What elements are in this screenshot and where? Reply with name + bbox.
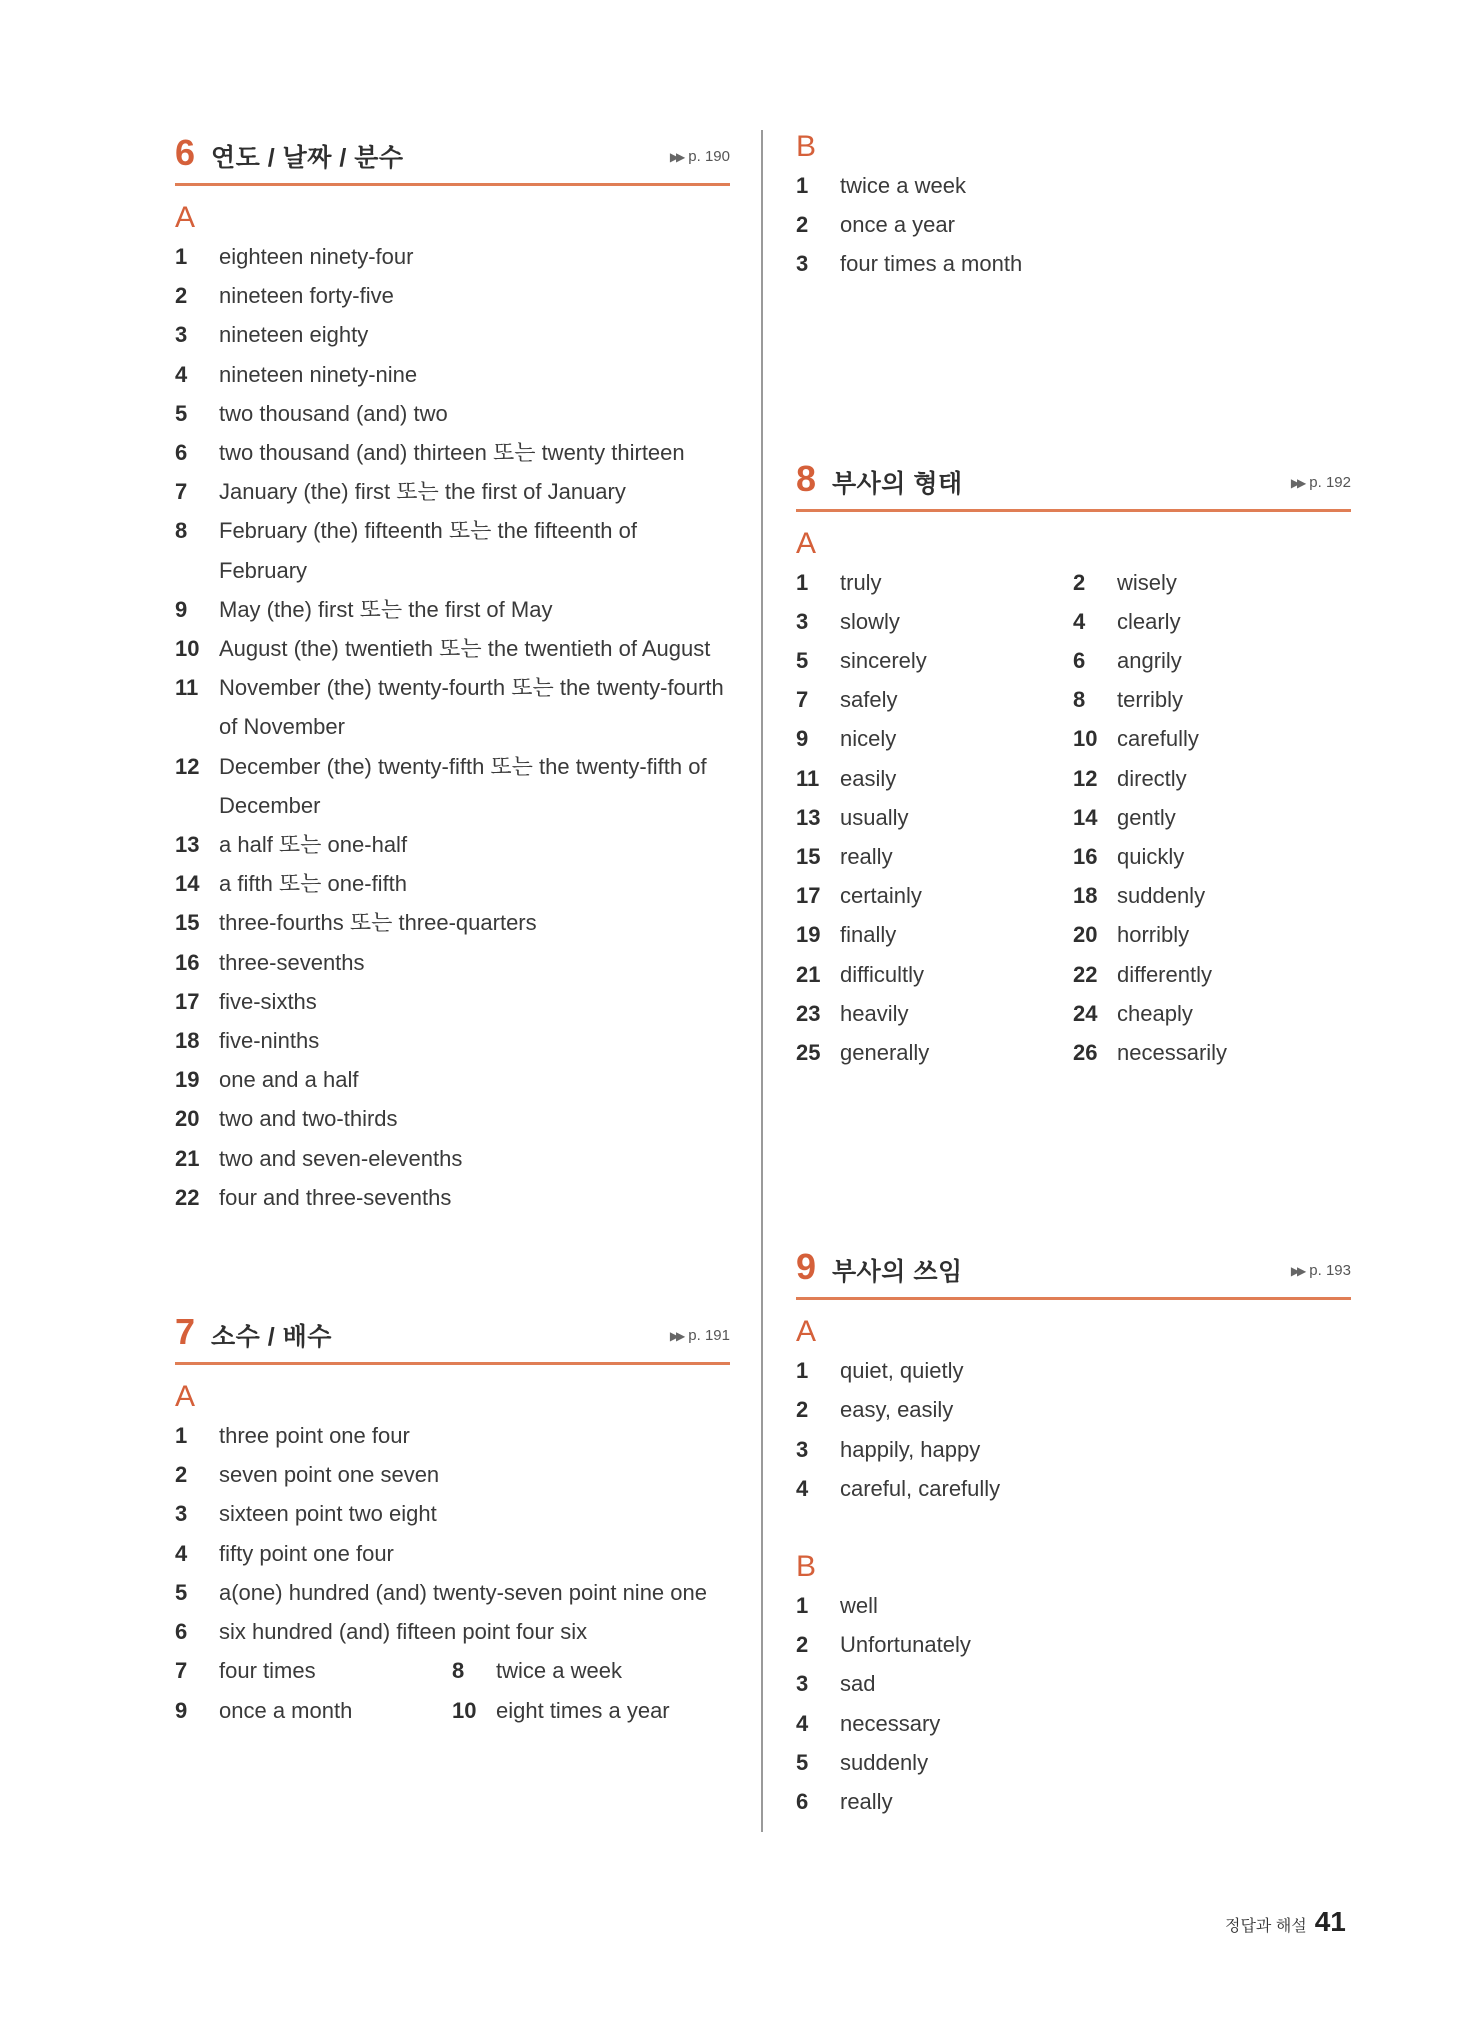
list-item (796, 1664, 1351, 1703)
item-text: sad (840, 1671, 876, 1697)
answer-list (175, 237, 730, 1217)
section-title: 부사의 쓰임 (832, 1258, 963, 1287)
item-number: 14 (1073, 804, 1098, 830)
list-item (1073, 837, 1184, 876)
list-item (175, 864, 730, 903)
item-number: 5 (175, 400, 188, 426)
item-text: Unfortunately (840, 1632, 971, 1658)
item-number: 1 (796, 1593, 809, 1619)
item-number: 19 (796, 922, 821, 948)
part-label: A (796, 1315, 817, 1349)
list-item (175, 394, 730, 433)
list-item (175, 1691, 452, 1730)
list-row (796, 955, 1351, 994)
item-text: angrily (1117, 648, 1182, 674)
list-item (796, 1351, 1351, 1390)
page-number: 41 (1314, 1906, 1346, 1937)
item-text: easy, easily (840, 1397, 954, 1423)
list-item (796, 1586, 1351, 1625)
item-number: 18 (175, 1028, 200, 1054)
item-text: finally (840, 922, 897, 948)
item-text: well (840, 1593, 878, 1619)
item-text: really (840, 1789, 893, 1815)
list-item (175, 355, 730, 394)
item-text: January (the) first 또는 the first of January (219, 479, 626, 505)
item-text: cheaply (1117, 1000, 1193, 1026)
item-number: 8 (1073, 687, 1086, 713)
list-row (796, 837, 1351, 876)
list-item (796, 1033, 1073, 1072)
list-item (175, 433, 730, 472)
item-text: nineteen ninety-nine (219, 361, 418, 387)
list-item (175, 825, 730, 864)
left-column (175, 128, 730, 1730)
item-number: 17 (175, 988, 200, 1014)
item-number: 20 (1073, 922, 1098, 948)
list-item (175, 1651, 452, 1690)
item-number: 2 (175, 1462, 188, 1488)
item-text: really (840, 844, 893, 870)
item-number: 6 (796, 1789, 809, 1815)
item-text: clearly (1117, 608, 1181, 634)
item-number: 9 (175, 596, 188, 622)
list-item (175, 1534, 730, 1573)
list-row (796, 798, 1351, 837)
item-text: sincerely (840, 648, 927, 674)
item-text: once a year (840, 212, 955, 238)
item-text: fifty point one four (219, 1540, 394, 1566)
list-item (1073, 641, 1182, 680)
list-item (1073, 798, 1176, 837)
item-text: a fifth 또는 one-fifth (219, 871, 408, 897)
item-text: twice a week (496, 1658, 622, 1684)
list-item (175, 982, 730, 1021)
page-reference-text: p. 191 (688, 1327, 730, 1345)
item-number: 3 (796, 608, 809, 634)
item-text: terribly (1117, 687, 1184, 713)
item-text: four times (219, 1658, 316, 1684)
answer-list (796, 1351, 1351, 1508)
list-item (1073, 759, 1187, 798)
item-number: 10 (1073, 726, 1098, 752)
item-number: 17 (796, 883, 821, 909)
item-text: happily, happy (840, 1436, 981, 1462)
list-item (175, 1416, 730, 1455)
page-reference (670, 148, 730, 165)
item-text: five-sixths (219, 988, 317, 1014)
item-text: two thousand (and) thirteen 또는 twenty thirteen (219, 440, 685, 466)
item-number: 15 (796, 844, 821, 870)
item-number: 12 (1073, 765, 1098, 791)
item-text: quickly (1117, 844, 1185, 870)
section-9-header (796, 1242, 1351, 1300)
item-text: December (the) twenty-fifth 또는 the twenty-fifth of December (219, 753, 707, 818)
list-item (796, 244, 1351, 283)
item-text: November (the) twenty-fourth 또는 the twenty-fourth of November (219, 675, 724, 740)
list-row (796, 1033, 1351, 1072)
item-number: 6 (175, 1619, 188, 1645)
part-label: B (796, 1550, 817, 1584)
item-text: usually (840, 804, 909, 830)
list-item (796, 837, 1073, 876)
item-text: wisely (1117, 569, 1177, 595)
list-item (175, 1060, 730, 1099)
section-number: 6 (175, 132, 196, 173)
list-item (1073, 680, 1183, 719)
item-text: generally (840, 1040, 930, 1066)
item-number: 19 (175, 1067, 200, 1093)
item-number: 24 (1073, 1000, 1098, 1026)
list-row (796, 563, 1351, 602)
item-text: four times a month (840, 251, 1023, 277)
item-number: 25 (796, 1040, 821, 1066)
section-7-header (175, 1307, 730, 1365)
answer-list (175, 1416, 730, 1730)
list-item (452, 1651, 622, 1690)
list-row (796, 876, 1351, 915)
item-text: eighteen ninety-four (219, 244, 414, 269)
item-number: 10 (175, 636, 200, 662)
item-number: 3 (175, 1501, 188, 1527)
item-number: 12 (175, 753, 200, 779)
item-number: 6 (1073, 648, 1086, 674)
list-row (796, 680, 1351, 719)
page-reference-text: p. 190 (688, 148, 730, 165)
item-number: 14 (175, 871, 200, 897)
list-row (175, 1651, 730, 1690)
item-number: 16 (175, 949, 200, 975)
part-label: A (796, 526, 817, 560)
item-number: 5 (796, 1749, 809, 1775)
item-number: 22 (1073, 961, 1098, 987)
page-reference-text: p. 192 (1309, 473, 1351, 491)
list-item (1073, 602, 1181, 641)
list-item (175, 903, 730, 942)
item-number: 2 (796, 1397, 809, 1423)
item-number: 5 (796, 648, 809, 674)
item-text: one and a half (219, 1067, 359, 1093)
list-item (175, 276, 730, 315)
item-text: necessary (840, 1710, 941, 1736)
item-number: 2 (1073, 569, 1086, 595)
item-number: 4 (175, 1540, 188, 1566)
item-text: two and seven-elevenths (219, 1145, 463, 1171)
list-item (175, 1178, 730, 1217)
item-text: four and three-sevenths (219, 1184, 452, 1210)
list-item (1073, 994, 1193, 1033)
list-item (796, 719, 1073, 758)
page-reference (1291, 1262, 1351, 1279)
item-number: 3 (796, 251, 809, 277)
answer-list (796, 166, 1351, 284)
list-item (175, 472, 730, 511)
list-item (1073, 876, 1205, 915)
item-number: 2 (796, 1632, 809, 1658)
item-number: 5 (175, 1579, 188, 1605)
list-item (1073, 719, 1199, 758)
item-text: six hundred (and) fifteen point four six (219, 1619, 588, 1645)
item-number: 4 (175, 361, 188, 387)
item-number: 9 (175, 1697, 188, 1723)
list-row (796, 641, 1351, 680)
list-item (175, 1573, 730, 1612)
item-text: differently (1117, 961, 1212, 987)
list-item (796, 1743, 1351, 1782)
item-text: nineteen forty-five (219, 283, 394, 309)
list-item (1073, 955, 1212, 994)
list-item (175, 1099, 730, 1138)
item-number: 2 (796, 212, 809, 238)
section-8-header (796, 454, 1351, 512)
item-text: heavily (840, 1000, 909, 1026)
item-text: sixteen point two eight (219, 1501, 437, 1527)
item-number: 7 (796, 687, 809, 713)
list-item (796, 915, 1073, 954)
double-arrow-icon: ▶▶ (1290, 475, 1304, 490)
item-text: seven point one seven (219, 1462, 440, 1488)
page-reference (1291, 474, 1351, 491)
item-number: 1 (175, 244, 188, 269)
page-reference-text: p. 193 (1309, 1262, 1351, 1280)
double-arrow-icon: ▶▶ (1290, 1264, 1304, 1279)
item-text: February (the) fifteenth 또는 the fifteenth of February (219, 518, 637, 583)
list-item (796, 798, 1073, 837)
list-item (796, 563, 1073, 602)
item-number: 13 (175, 832, 200, 858)
list-item (175, 1494, 730, 1533)
item-number: 6 (175, 440, 188, 466)
list-item (175, 943, 730, 982)
item-text: five-ninths (219, 1028, 320, 1054)
item-number: 21 (175, 1145, 200, 1171)
list-row (796, 759, 1351, 798)
section-6-header (175, 128, 730, 186)
item-number: 18 (1073, 883, 1098, 909)
item-number: 20 (175, 1106, 200, 1132)
item-text: easily (840, 765, 897, 791)
item-number: 9 (796, 726, 809, 752)
list-item (796, 994, 1073, 1033)
list-item (175, 668, 730, 746)
item-number: 21 (796, 961, 821, 987)
column-divider (761, 130, 763, 1832)
part-label: A (175, 1380, 196, 1414)
part-label: A (175, 201, 196, 234)
item-text: quiet, quietly (840, 1358, 964, 1384)
item-text: suddenly (840, 1749, 929, 1775)
item-text: truly (840, 569, 882, 595)
item-text: nicely (840, 726, 897, 752)
list-item (175, 1021, 730, 1060)
list-row (796, 602, 1351, 641)
list-item (175, 315, 730, 354)
item-number: 1 (175, 1423, 188, 1449)
list-item (796, 1782, 1351, 1821)
list-item (175, 511, 730, 589)
list-item (796, 166, 1351, 205)
section-number: 8 (796, 457, 817, 499)
item-number: 1 (796, 569, 809, 595)
list-item (175, 1455, 730, 1494)
item-number: 4 (796, 1475, 809, 1501)
item-text: carefully (1117, 726, 1199, 752)
list-item (796, 1390, 1351, 1429)
item-number: 10 (452, 1697, 477, 1723)
list-item (796, 205, 1351, 244)
list-item (175, 629, 730, 668)
item-text: once a month (219, 1697, 353, 1723)
section-number: 9 (796, 1246, 817, 1288)
list-item (796, 641, 1073, 680)
item-text: directly (1117, 765, 1187, 791)
item-number: 7 (175, 479, 188, 505)
list-item (1073, 915, 1189, 954)
section-title: 부사의 형태 (832, 469, 963, 498)
list-item (796, 876, 1073, 915)
list-item (796, 1430, 1351, 1469)
item-number: 3 (175, 322, 188, 348)
item-number: 11 (175, 675, 199, 701)
item-text: safely (840, 687, 898, 713)
list-row (796, 915, 1351, 954)
item-text: horribly (1117, 922, 1190, 948)
list-item (175, 1139, 730, 1178)
item-text: two and two-thirds (219, 1106, 398, 1132)
item-number: 22 (175, 1184, 200, 1210)
item-number: 1 (796, 173, 809, 198)
item-text: August (the) twentieth 또는 the twentieth of August (219, 636, 711, 662)
item-text: a half 또는 one-half (219, 832, 408, 858)
item-text: difficultly (840, 961, 924, 987)
item-number: 16 (1073, 844, 1098, 870)
list-item (1073, 1033, 1227, 1072)
item-number: 3 (796, 1671, 809, 1697)
list-item (796, 1625, 1351, 1664)
list-item (796, 759, 1073, 798)
item-number: 3 (796, 1436, 809, 1462)
section-title: 연도 / 날짜 / 분수 (211, 144, 404, 172)
item-text: gently (1117, 804, 1176, 830)
item-number: 11 (796, 765, 820, 791)
item-text: necessarily (1117, 1040, 1228, 1066)
item-text: eight times a year (496, 1697, 670, 1723)
item-text: twice a week (840, 173, 966, 198)
list-row (175, 1691, 730, 1730)
item-text: certainly (840, 883, 922, 909)
item-text: two thousand (and) two (219, 400, 448, 426)
section-number: 7 (175, 1311, 196, 1353)
item-number: 15 (175, 910, 200, 936)
double-arrow-icon: ▶▶ (669, 1329, 683, 1344)
item-number: 8 (175, 518, 188, 544)
page-reference (670, 1327, 730, 1344)
right-column (796, 128, 1351, 1821)
item-number: 4 (796, 1710, 809, 1736)
item-number: 7 (175, 1658, 188, 1684)
list-item (1073, 563, 1177, 602)
item-text: a(one) hundred (and) twenty-seven point nine one (219, 1579, 707, 1605)
list-item (796, 955, 1073, 994)
list-item (796, 1704, 1351, 1743)
item-text: careful, carefully (840, 1475, 1001, 1501)
item-text: three-fourths 또는 three-quarters (219, 910, 537, 936)
section-title: 소수 / 배수 (211, 1323, 332, 1352)
list-item (175, 237, 730, 276)
list-item (175, 1612, 730, 1651)
list-item (796, 602, 1073, 641)
item-number: 13 (796, 804, 821, 830)
list-item (796, 680, 1073, 719)
list-row (796, 994, 1351, 1033)
answer-list (796, 1586, 1351, 1821)
list-row (796, 719, 1351, 758)
item-text: slowly (840, 608, 900, 634)
item-number: 1 (796, 1358, 809, 1384)
item-number: 4 (1073, 608, 1086, 634)
list-item (452, 1691, 670, 1730)
item-text: May (the) first 또는 the first of May (219, 596, 553, 622)
item-text: three-sevenths (219, 949, 365, 975)
item-number: 23 (796, 1000, 821, 1026)
list-item (175, 747, 730, 825)
item-number: 8 (452, 1658, 465, 1684)
list-item (175, 590, 730, 629)
page-footer (1225, 1906, 1346, 1938)
item-number: 2 (175, 283, 188, 309)
double-arrow-icon: ▶▶ (669, 150, 683, 164)
item-number: 26 (1073, 1040, 1098, 1066)
list-item (796, 1469, 1351, 1508)
part-label: B (796, 130, 817, 163)
item-text: suddenly (1117, 883, 1206, 909)
item-text: three point one four (219, 1423, 410, 1449)
answer-list (796, 563, 1351, 1073)
item-text: nineteen eighty (219, 322, 369, 348)
footer-label: 정답과 해설 (1225, 1918, 1307, 1935)
